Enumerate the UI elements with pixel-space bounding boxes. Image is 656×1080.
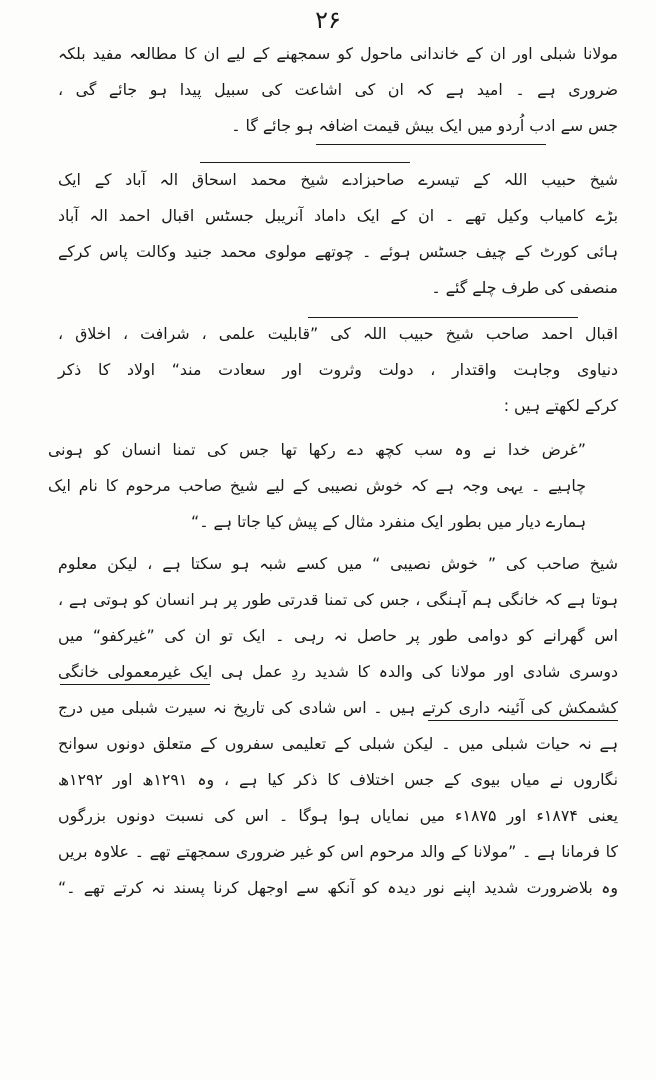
quote-line: ہمارے دیار میں بطور ایک منفرد مثال کے پیش کیا جاتا ہے ۔“: [191, 512, 586, 531]
paragraph-line: دنیاوی وجاہت واقتدار ، دولت وثروت اور سعادت مند“ اولاد کا ذکر: [58, 360, 618, 379]
paragraph-line: بڑے کامیاب وکیل تھے ۔ ان کے ایک داماد آنریبل جسٹس اقبال احمد الہ آباد: [58, 206, 618, 225]
paragraph-line: اس گھرانے کو دوامی طور پر حاصل نہ رہی ۔ ایک تو ان کی ”غیرکفو“ میں: [58, 626, 618, 645]
paragraph-line: ہائی کورٹ کے چیف جسٹس ہوئے ۔ چوتھے مولوی محمد جنید وکالت پاس کرکے: [58, 242, 618, 261]
paragraph-line: کرکے لکھتے ہیں :: [503, 396, 618, 415]
paragraph-line: ضروری ہے ۔ امید ہے کہ ان کی اشاعت کی سبیل پیدا ہو جائے گی ،: [58, 80, 618, 99]
paragraph-line: وہ بلاضرورت شدید اپنے نور دیدہ کو آنکھ سے اوجھل کرنا پسند نہ کرتے تھے ۔“: [58, 878, 618, 897]
page-number: ۲۶: [315, 6, 341, 34]
paragraph-line: کشمکش کی آئینہ داری کرتے ہیں ۔ اس شادی کی تاریخ نہ سیرت شبلی میں درج: [58, 698, 618, 717]
overline-rule: [308, 317, 578, 318]
underline-rule: [316, 144, 546, 145]
overline-rule: [200, 162, 410, 163]
paragraph-line: ہوتا ہے کہ خانگی ہم آہنگی ، جس کی تمنا قدرتی طور پر ہر انسان کو ہوتی ہے ،: [58, 590, 618, 609]
underline-rule: [428, 720, 618, 721]
underline-rule: [60, 684, 210, 685]
paragraph-line: دوسری شادی اور مولانا کی والدہ کا شدید ردِ عمل ہی ایک غیرمعمولی خانگی: [58, 662, 618, 681]
paragraph-line: منصفی کی طرف چلے گئے ۔: [431, 278, 618, 297]
paragraph-line: جس سے ادب اُردو میں ایک بیش قیمت اضافہ ہو جائے گا ۔: [231, 116, 618, 135]
quote-line: ”غرض خدا نے وہ سب کچھ دے رکھا تھا جس کی تمنا انسان کو ہونی: [48, 440, 586, 459]
quote-line: چاہیے ۔ یہی وجہ ہے کہ خوش نصیبی کے لیے شیخ صاحب مرحوم کا نام ایک: [48, 476, 586, 495]
paragraph-line: شیخ صاحب کی ” خوش نصیبی “ میں کسے شبہ ہو سکتا ہے ، لیکن معلوم: [58, 554, 618, 573]
paragraph-line: مولانا شبلی اور ان کے خاندانی ماحول کو سمجھنے کے لیے ان کا مطالعہ مفید بلکہ: [58, 44, 618, 63]
paragraph-line: یعنی ۱۸۷۴ء اور ۱۸۷۵ء میں نمایاں ہوا ہوگا ۔ اس کی نسبت دونوں بزرگوں: [58, 806, 618, 825]
paragraph-line: اقبال احمد صاحب شیخ حبیب اللہ کی ”قابلیت علمی ، شرافت ، اخلاق ،: [58, 324, 618, 343]
paragraph-line: کا فرمانا ہے ۔ ”مولانا کے والد مرحوم اس کو غیر ضروری سمجھتے تھے ۔ علاوہ بریں: [58, 842, 618, 861]
paragraph-line: نگاروں نے میاں بیوی کے جس اختلاف کا ذکر کیا ہے ، وہ ۱۲۹۱ھ اور ۱۲۹۲ھ: [58, 770, 619, 789]
paragraph-line: ہے نہ حیات شبلی میں ۔ لیکن شبلی کے تعلیمی سفروں کے متعلق دونوں سوانح: [58, 734, 618, 753]
paragraph-line: شیخ حبیب اللہ کے تیسرے صاحبزادے شیخ محمد اسحاق الہ آباد کے ایک: [58, 170, 618, 189]
